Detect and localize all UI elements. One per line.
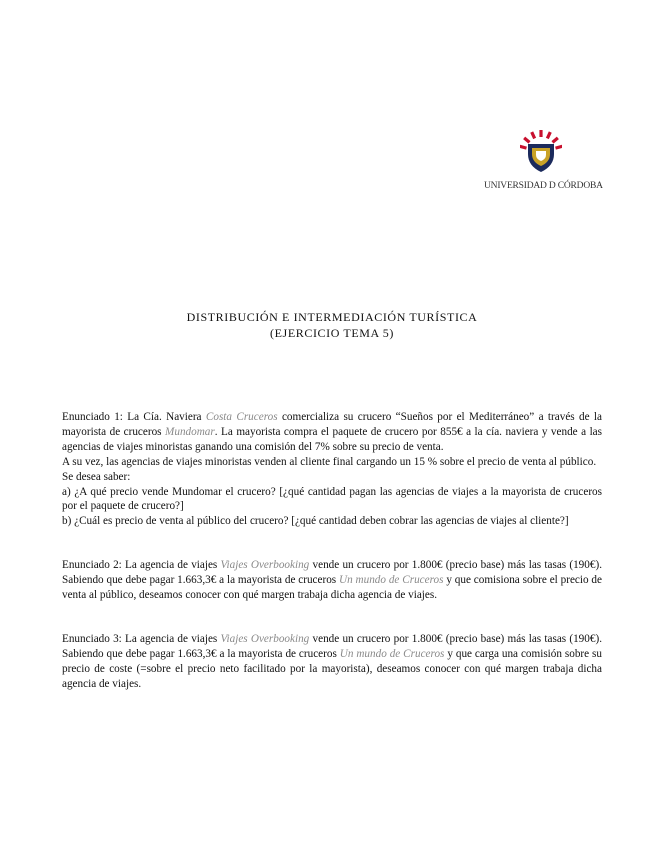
company-name: Un mundo de Cruceros xyxy=(339,574,444,587)
company-name: Viajes Overbooking xyxy=(220,559,310,572)
company-name: Costa Cruceros xyxy=(205,411,278,423)
exercise-1-question-a: a) ¿A qué precio vende Mundomar el crucero? [¿qué cantidad pagan las agencias de viajes a la mayorista de cruceros por el paquete de crucero?] xyxy=(62,485,602,513)
exercise-3-statement xyxy=(62,632,602,692)
company-name: Mundomar xyxy=(165,425,215,438)
title-line-1: DISTRIBUCIÓN E INTERMEDIACIÓN TURÍSTICA xyxy=(186,310,478,324)
company-name: Un mundo de Cruceros xyxy=(339,647,445,660)
exercise-content xyxy=(62,410,602,692)
text-run: Enunciado 1: La Cía. Naviera xyxy=(62,411,206,423)
university-crest-icon xyxy=(520,124,562,178)
university-name: UNIVERSIDAD D CÓRDOBA xyxy=(484,181,603,191)
text-run: Enunciado 2: La agencia de viajes xyxy=(62,559,221,572)
text-run: y que carga una comisión sobre su precio de coste (=sobre el precio neto facilitado por la mayorista), deseamos conocer con qué margen trabaja dicha agencia de viajes. xyxy=(62,647,602,690)
title-line-2: (EJERCICIO TEMA 5) xyxy=(270,326,394,340)
text-run: . La mayorista compra el paquete de crucero por 855€ a la cía. naviera y vende a las agencias de viajes minoristas ganando una comisión del 7% sobre su precio de venta. xyxy=(62,425,602,453)
exercise-1-paragraph-2: A su vez, las agencias de viajes minoristas venden al cliente final cargando un 15 % sobre el precio de venta al público. xyxy=(62,455,597,468)
text-run: vende un crucero por 1.800€ (precio base) más las tasas (190€). Sabiendo que debe pagar 1.663,3€ a la mayorista de cruceros xyxy=(62,559,602,587)
exercise-1-statement xyxy=(62,410,602,455)
document-title xyxy=(0,309,664,341)
text-run: y que comisiona sobre el precio de venta al público, deseamos conocer con qué margen trabaja dicha agencia de viajes. xyxy=(62,574,602,602)
exercise-1-paragraph-3: Se desea saber: xyxy=(62,470,131,483)
company-name: Viajes Overbooking xyxy=(220,632,310,645)
exercise-2-statement xyxy=(62,558,602,603)
text-run: vende un crucero por 1.800€ (precio base) más las tasas (190€). Sabiendo que debe pagar 1.663,3€ a la mayorista de cruceros xyxy=(62,632,602,660)
exercise-1-question-b: b) ¿Cuál es precio de venta al público del crucero? [¿qué cantidad deben cobrar las agencias de viajes al cliente?] xyxy=(62,515,569,528)
text-run: comercializa su crucero “Sueños por el Mediterráneo” a través de la mayorista de cruceros xyxy=(62,411,602,438)
university-logo xyxy=(484,124,603,196)
text-run: Enunciado 3: La agencia de viajes xyxy=(62,632,221,645)
